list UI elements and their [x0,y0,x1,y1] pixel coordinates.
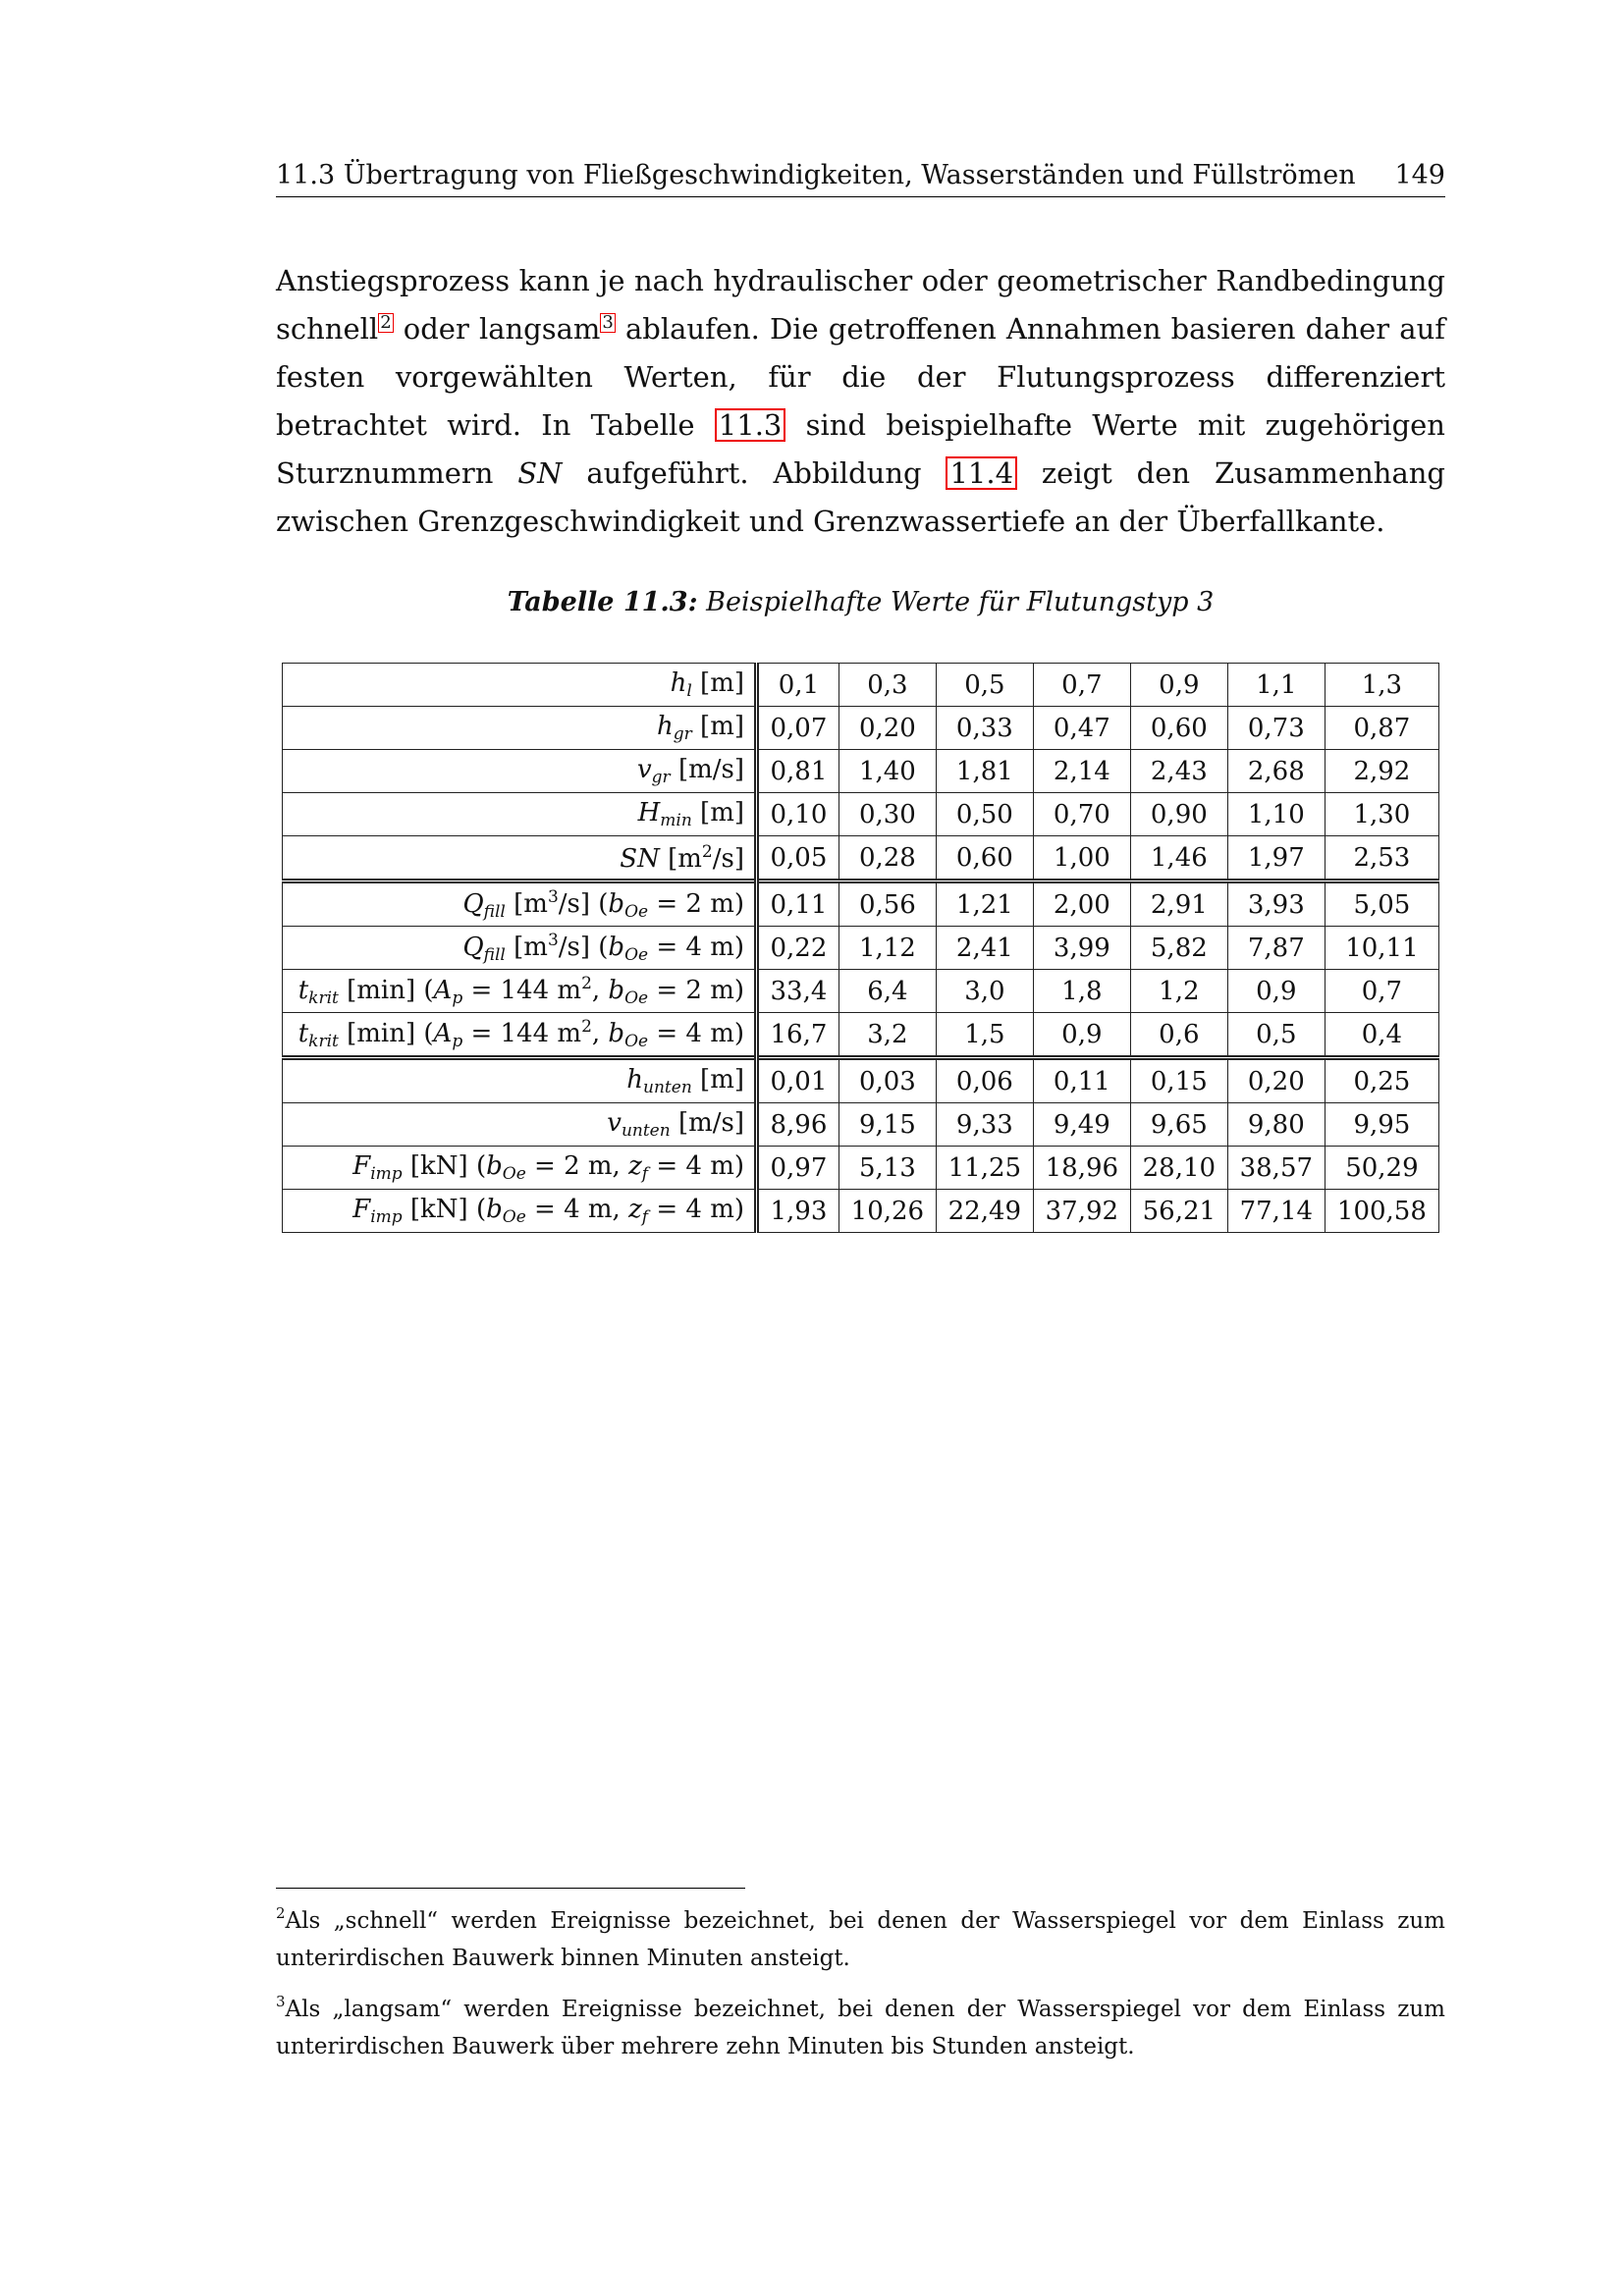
row-label: $F_{imp}$ [kN] ($b_{Oe} = 4$ m, $z_f = 4$ m) [283,1190,757,1233]
table-cell: 0,9 [1130,664,1227,707]
footnote-3: $^3$Als „langsam“ werden Ereignisse bezeichnet, bei denen der Wasserspiegel vor dem Einlass zum unterirdischen Bauwerk über mehrere zehn Minuten bis Stunden ansteigt. [276,1993,1445,2059]
table-cell: 0,87 [1325,707,1438,750]
table-cell: 1,30 [1325,793,1438,836]
table-cell: 1,8 [1033,970,1130,1013]
table-cell: 2,53 [1325,836,1438,881]
table-cell: 0,7 [1325,970,1438,1013]
row-label: SN $[m^2/s]$ [283,836,757,881]
table-row [283,881,1439,927]
table-cell: 11,25 [936,1147,1033,1190]
table-cell: 0,10 [757,793,839,836]
footnote-link-2[interactable]: 2 [380,312,392,334]
table-cell: 0,7 [1033,664,1130,707]
table-cell: 2,00 [1033,881,1130,927]
table-cell: 1,10 [1227,793,1325,836]
table-cell: 1,81 [936,750,1033,793]
table-cell: 0,11 [1033,1058,1130,1103]
table-cell: 56,21 [1130,1190,1227,1233]
table-cell: 0,97 [757,1147,839,1190]
table-cell: 0,1 [757,664,839,707]
table-cell: 1,21 [936,881,1033,927]
table-cell: 3,93 [1227,881,1325,927]
table-cell: 0,06 [936,1058,1033,1103]
table-cell: 16,7 [757,1013,839,1058]
table-cell: 0,25 [1325,1058,1438,1103]
table-cell: 50,29 [1325,1147,1438,1190]
table-row [283,1058,1439,1103]
running-header [276,160,1445,197]
table-row [283,707,1439,750]
table-caption [276,587,1445,617]
table-cell: 0,47 [1033,707,1130,750]
table-row [283,836,1439,881]
table-row [283,664,1439,707]
table-cell: 10,26 [839,1190,936,1233]
table-cell: 2,14 [1033,750,1130,793]
table-cell: 5,05 [1325,881,1438,927]
table-cell: 1,00 [1033,836,1130,881]
footnotes [276,1895,1445,2071]
sn-symbol: SN [517,456,563,490]
table-cell: 1,93 [757,1190,839,1233]
table-cell: 10,11 [1325,927,1438,970]
table-cell: 9,65 [1130,1103,1227,1147]
table-cell: 5,13 [839,1147,936,1190]
table-cell: 9,95 [1325,1103,1438,1147]
table-cell: 2,43 [1130,750,1227,793]
table-row [283,793,1439,836]
table-cell: 9,80 [1227,1103,1325,1147]
table-cell: 1,46 [1130,836,1227,881]
table-cell: 2,92 [1325,750,1438,793]
table-cell: 9,15 [839,1103,936,1147]
row-label: $v_{gr}$ [m/s] [283,750,757,793]
table-cell: 0,70 [1033,793,1130,836]
table-row [283,1103,1439,1147]
table-reference-link[interactable]: 11.3 [715,408,786,442]
table-cell: 5,82 [1130,927,1227,970]
footnote-link-3[interactable]: 3 [602,312,614,334]
table-cell: 0,15 [1130,1058,1227,1103]
row-label: $h_{unten}$ [m] [283,1058,757,1103]
table-cell: 0,9 [1227,970,1325,1013]
values-table [282,663,1439,1233]
table-cell: 1,3 [1325,664,1438,707]
table-cell: 0,6 [1130,1013,1227,1058]
table-cell: 0,22 [757,927,839,970]
table-cell: 8,96 [757,1103,839,1147]
table-cell: 0,11 [757,881,839,927]
table-cell: 0,9 [1033,1013,1130,1058]
table-cell: 0,5 [1227,1013,1325,1058]
table-cell: 1,5 [936,1013,1033,1058]
figure-reference-link[interactable]: 11.4 [946,456,1017,490]
row-label: $t_{krit}$ [min] ($A_p = 144$ $m^2$, $b_{Oe} = 2$ m) [283,970,757,1013]
table-cell: 33,4 [757,970,839,1013]
table-row [283,970,1439,1013]
table-cell: 37,92 [1033,1190,1130,1233]
row-label: $h_l$ [m] [283,664,757,707]
table-cell: 2,68 [1227,750,1325,793]
table-row [283,750,1439,793]
table-cell: 1,12 [839,927,936,970]
table-cell: 9,33 [936,1103,1033,1147]
table-cell: 7,87 [1227,927,1325,970]
table-cell: 0,01 [757,1058,839,1103]
table-row [283,1190,1439,1233]
table-cell: 100,58 [1325,1190,1438,1233]
table-cell: 18,96 [1033,1147,1130,1190]
table-cell: 1,2 [1130,970,1227,1013]
row-label: $h_{gr}$ [m] [283,707,757,750]
table-cell: 0,50 [936,793,1033,836]
table-cell: 1,97 [1227,836,1325,881]
table-cell: 22,49 [936,1190,1033,1233]
table-cell: 0,30 [839,793,936,836]
table-cell: 0,05 [757,836,839,881]
caption-text: Beispielhafte Werte für Flutungstyp 3 [697,587,1215,617]
table-cell: 3,2 [839,1013,936,1058]
table-cell: 0,90 [1130,793,1227,836]
table-cell: 0,4 [1325,1013,1438,1058]
table-cell: 3,0 [936,970,1033,1013]
row-label: $F_{imp}$ [kN] ($b_{Oe} = 2$ m, $z_f = 4$ m) [283,1147,757,1190]
table-cell: 9,49 [1033,1103,1130,1147]
table-row [283,1013,1439,1058]
table-row [283,927,1439,970]
table-cell: 0,28 [839,836,936,881]
footnote-2: $^2$Als „schnell“ werden Ereignisse bezeichnet, bei denen der Wasserspiegel vor dem Einlass zum unterirdischen Bauwerk binnen Minuten ansteigt. [276,1904,1445,1971]
table-cell: 0,20 [1227,1058,1325,1103]
table-cell: 0,03 [839,1058,936,1103]
table-cell: 0,60 [1130,707,1227,750]
section-title: 11.3 Übertragung von Fließgeschwindigkeiten, Wasserständen und Füllströmen [276,160,1356,190]
body-paragraph: Anstiegsprozess kann je nach hydraulischer oder geometrischer Randbedingung schnell 2 oder langsam 3 ablaufen. Die getroffenen Annahmen basieren daher auf festen vorgewählten Werten, für die der Flutungsprozess differenziert betrachtet wird. In Tabelle 11.3 sind beispielhafte Werte mit zugehörigen Sturznummern SN aufgeführt. Abbildung 11.4 zeigt den Zusammenhang zwischen Grenzgeschwindigkeit und Grenzwassertiefe an der Überfallkante. [276,264,1445,538]
table-cell: 1,40 [839,750,936,793]
caption-label: Tabelle 11.3: [507,587,698,617]
table-cell: 38,57 [1227,1147,1325,1190]
table-cell: 3,99 [1033,927,1130,970]
page-number: 149 [1394,160,1445,190]
row-label: $Q_{fill}$ $[m^3/s] (b_{Oe} = 4$ m) [283,927,757,970]
table-cell: 28,10 [1130,1147,1227,1190]
table-cell: 2,41 [936,927,1033,970]
table-cell: 0,60 [936,836,1033,881]
row-label: $Q_{fill}$ $[m^3/s] (b_{Oe} = 2$ m) [283,881,757,927]
row-label: $t_{krit}$ [min] ($A_p = 144$ $m^2$, $b_{Oe} = 4$ m) [283,1013,757,1058]
table-cell: 6,4 [839,970,936,1013]
table-cell: 2,91 [1130,881,1227,927]
table-cell: 77,14 [1227,1190,1325,1233]
table-cell: 0,81 [757,750,839,793]
table-cell: 0,56 [839,881,936,927]
footnote-rule [276,1888,745,1889]
table-cell: 0,3 [839,664,936,707]
table-cell: 0,20 [839,707,936,750]
row-label: $H_{min}$ [m] [283,793,757,836]
table-cell: 0,5 [936,664,1033,707]
table-row [283,1147,1439,1190]
table-cell: 0,33 [936,707,1033,750]
table-cell: 0,73 [1227,707,1325,750]
row-label: $v_{unten}$ [m/s] [283,1103,757,1147]
table-cell: 0,07 [757,707,839,750]
table-cell: 1,1 [1227,664,1325,707]
